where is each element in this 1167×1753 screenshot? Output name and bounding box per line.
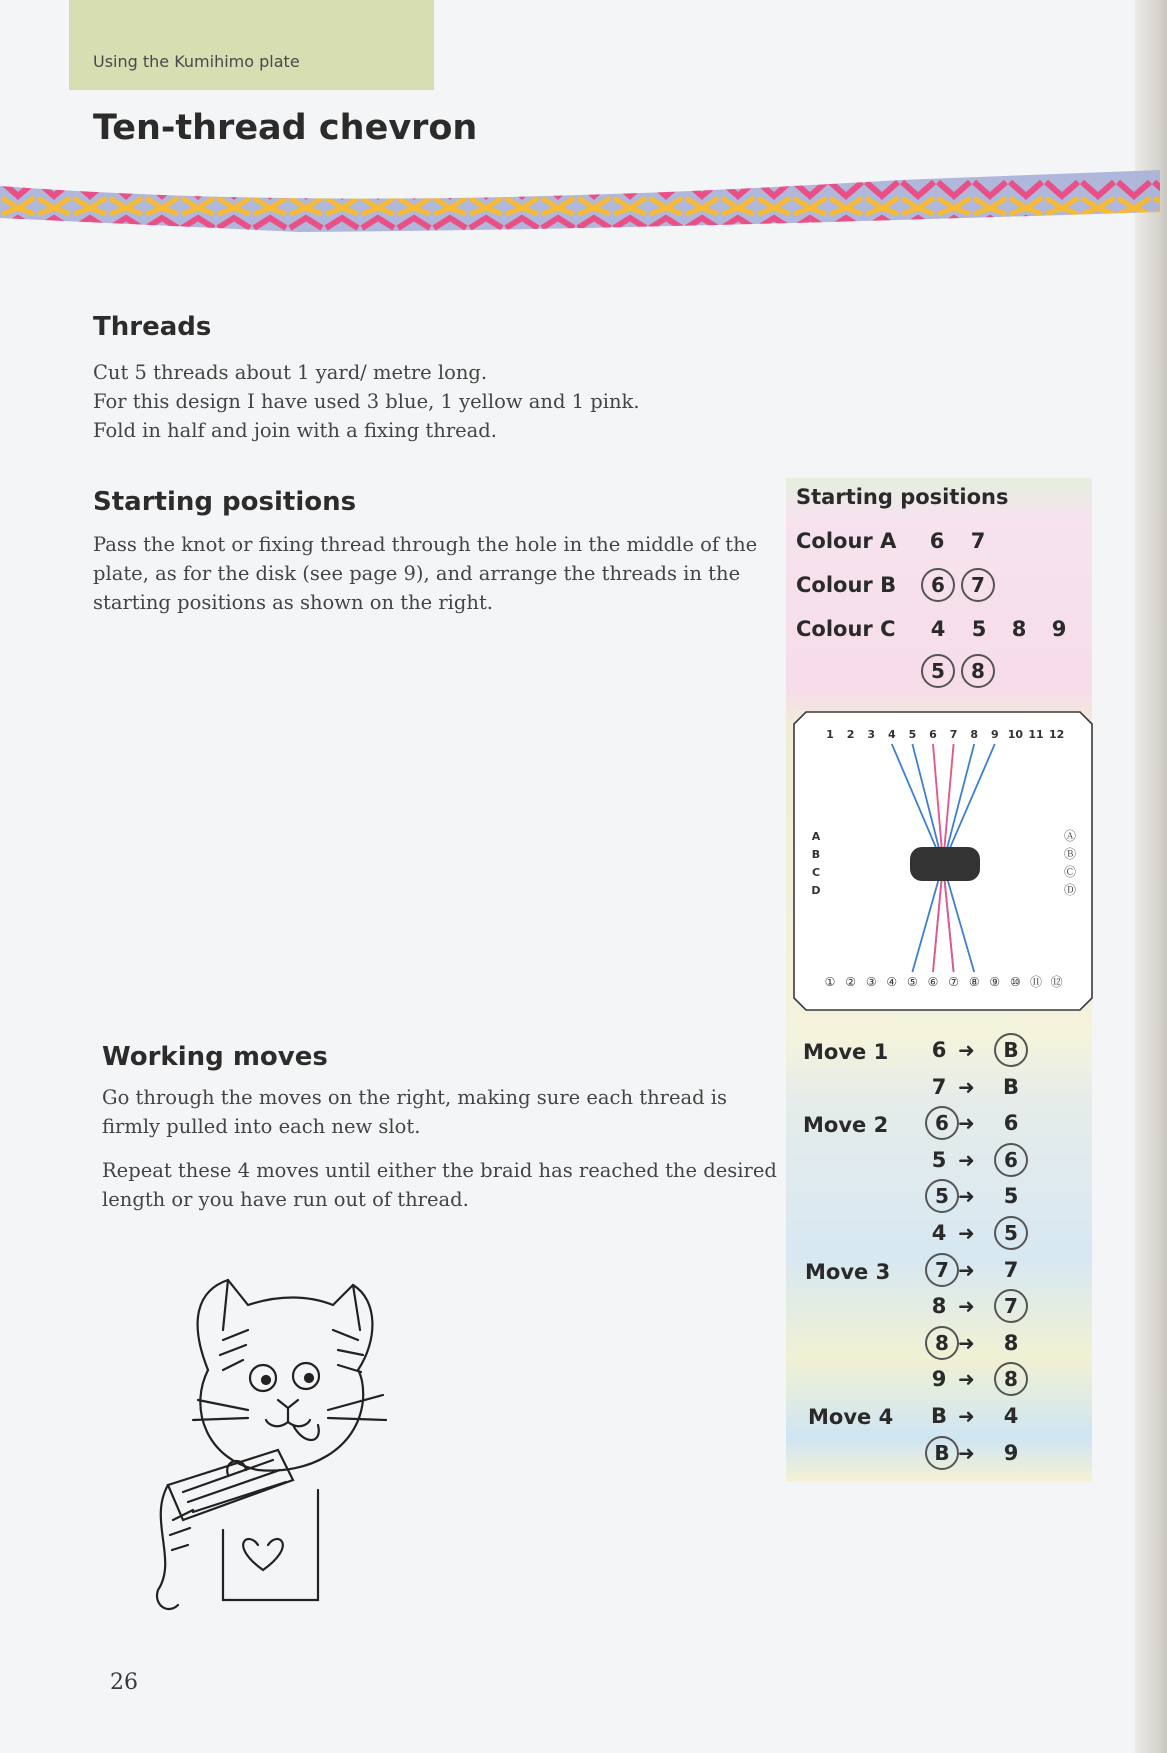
right-slot-label: Ⓑ bbox=[1063, 847, 1077, 861]
working-text-1 bbox=[102, 1083, 782, 1141]
move-to: 5 bbox=[994, 1216, 1028, 1250]
move-to: 9 bbox=[1003, 1440, 1019, 1465]
left-slot-label: D bbox=[811, 884, 821, 897]
bottom-slot-label: ② bbox=[845, 975, 856, 989]
colour-c-value-1: 4 bbox=[930, 617, 946, 641]
bottom-slot-label: ⑧ bbox=[968, 975, 980, 989]
section-tab bbox=[69, 0, 434, 90]
arrow-icon: ➜ bbox=[958, 1330, 975, 1355]
arrow-icon: ➜ bbox=[958, 1404, 975, 1428]
left-slot-label: B bbox=[811, 848, 821, 861]
move-from: 4 bbox=[931, 1221, 947, 1245]
starting-line-2: plate, as for the disk (see page 9), and arrange the threads in the bbox=[93, 562, 741, 585]
starting-heading: Starting positions bbox=[93, 487, 357, 517]
bottom-slot-label: ⑩ bbox=[1010, 975, 1021, 989]
top-slot-label: 5 bbox=[908, 728, 917, 741]
working-p2-line-2: length or you have run out of thread. bbox=[102, 1188, 469, 1211]
bottom-slot-label: ④ bbox=[886, 975, 898, 989]
arrow-icon: ➜ bbox=[958, 1147, 975, 1172]
move-from: 5 bbox=[931, 1147, 947, 1172]
arrow-icon: ➜ bbox=[958, 1184, 975, 1209]
arrow-icon: ➜ bbox=[958, 1111, 975, 1136]
move-from: 7 bbox=[925, 1253, 959, 1287]
colour-c-value-2: 5 bbox=[971, 617, 987, 641]
move-3-label: Move 3 bbox=[805, 1260, 891, 1284]
move-to: B bbox=[1002, 1074, 1019, 1099]
cat-illustration bbox=[128, 1260, 428, 1630]
colour-c-circled-1: 5 bbox=[921, 654, 955, 688]
starting-line-3: starting positions as shown on the right. bbox=[93, 591, 493, 614]
arrow-icon: ➜ bbox=[958, 1074, 975, 1099]
page-edge bbox=[1135, 0, 1167, 1753]
move-to: 5 bbox=[1003, 1184, 1019, 1209]
starting-line-1: Pass the knot or fixing thread through the hole in the middle of the bbox=[93, 533, 758, 556]
colour-a-value-1: 6 bbox=[929, 529, 945, 553]
arrow-icon: ➜ bbox=[958, 1367, 975, 1392]
arrow-icon: ➜ bbox=[958, 1294, 975, 1319]
top-slot-label: 12 bbox=[1048, 728, 1065, 741]
right-slot-label: Ⓒ bbox=[1063, 865, 1077, 879]
top-slot-label: 9 bbox=[990, 728, 999, 741]
bottom-slot-label: ⑫ bbox=[1050, 975, 1063, 989]
colour-b-value-2: 7 bbox=[961, 568, 995, 602]
move-from: B bbox=[930, 1404, 947, 1428]
colour-b-value-1: 6 bbox=[921, 568, 955, 602]
move-from: 7 bbox=[931, 1074, 947, 1099]
bottom-slot-label: ③ bbox=[865, 975, 877, 989]
working-p2-line-1: Repeat these 4 moves until either the braid has reached the desired bbox=[102, 1159, 777, 1182]
colour-c-circled-2: 8 bbox=[961, 654, 995, 688]
centre-hole bbox=[910, 847, 980, 881]
threads-line-3: Fold in half and join with a fixing thread. bbox=[93, 419, 497, 442]
threads-line-1: Cut 5 threads about 1 yard/ metre long. bbox=[93, 361, 488, 384]
colour-c-value-4: 9 bbox=[1051, 617, 1067, 641]
threads-line-2: For this design I have used 3 blue, 1 yellow and 1 pink. bbox=[93, 390, 640, 413]
bottom-slot-label: ⑥ bbox=[927, 975, 939, 989]
bottom-slot-label: ⑪ bbox=[1029, 975, 1043, 989]
starting-text bbox=[93, 530, 773, 617]
left-slot-label: A bbox=[811, 830, 821, 843]
working-p1-line-1: Go through the moves on the right, making sure each thread is bbox=[102, 1086, 728, 1109]
top-slot-label: 3 bbox=[867, 728, 876, 741]
page-title: Ten-thread chevron bbox=[93, 108, 478, 148]
arrow-icon: ➜ bbox=[958, 1038, 975, 1062]
arrow-icon: ➜ bbox=[958, 1257, 975, 1282]
braid-image bbox=[0, 168, 1160, 240]
move-from: 9 bbox=[931, 1367, 947, 1392]
move-to: 8 bbox=[1003, 1330, 1019, 1355]
top-slot-label: 7 bbox=[949, 728, 958, 741]
move-to: 7 bbox=[1003, 1257, 1019, 1282]
move-to: 7 bbox=[994, 1289, 1028, 1323]
right-slot-label: Ⓓ bbox=[1063, 883, 1077, 897]
move-from: 8 bbox=[931, 1294, 947, 1319]
top-slot-label: 4 bbox=[887, 728, 896, 741]
arrow-icon: ➜ bbox=[958, 1440, 975, 1465]
panel-heading: Starting positions bbox=[796, 485, 1009, 509]
threads-heading: Threads bbox=[93, 312, 212, 342]
colour-a-label: Colour A bbox=[796, 529, 897, 553]
move-from: 5 bbox=[925, 1179, 959, 1213]
section-label: Using the Kumihimo plate bbox=[93, 52, 300, 71]
top-slot-label: 10 bbox=[1007, 728, 1024, 741]
move-to: 8 bbox=[994, 1362, 1028, 1396]
bottom-slot-label: ⑨ bbox=[989, 975, 1001, 989]
move-1-label: Move 1 bbox=[803, 1040, 889, 1064]
colour-c-label: Colour C bbox=[796, 617, 896, 641]
bottom-slot-label: ⑦ bbox=[948, 975, 959, 989]
move-2-label: Move 2 bbox=[803, 1113, 889, 1137]
move-to: 4 bbox=[1003, 1404, 1019, 1428]
move-to: 6 bbox=[994, 1143, 1028, 1177]
top-slot-label: 8 bbox=[970, 728, 979, 741]
top-slot-label: 6 bbox=[929, 728, 937, 741]
kumihimo-plate-diagram bbox=[792, 710, 1094, 1012]
working-text-2 bbox=[102, 1156, 782, 1214]
right-slot-label: Ⓐ bbox=[1063, 829, 1077, 843]
working-p1-line-2: firmly pulled into each new slot. bbox=[102, 1115, 421, 1138]
bottom-slot-label: ① bbox=[824, 975, 836, 989]
page-number: 26 bbox=[110, 1670, 138, 1695]
top-slot-label: 11 bbox=[1028, 728, 1044, 741]
move-to: B bbox=[994, 1033, 1028, 1067]
move-from: 6 bbox=[925, 1106, 959, 1140]
move-from: 8 bbox=[925, 1326, 959, 1360]
arrow-icon: ➜ bbox=[958, 1221, 975, 1245]
move-from: B bbox=[925, 1436, 959, 1470]
threads-text bbox=[93, 358, 733, 445]
colour-b-label: Colour B bbox=[796, 573, 897, 597]
working-heading: Working moves bbox=[102, 1042, 328, 1072]
move-to: 6 bbox=[1003, 1111, 1019, 1136]
move-4-label: Move 4 bbox=[808, 1405, 894, 1429]
colour-a-value-2: 7 bbox=[970, 529, 986, 553]
left-slot-label: C bbox=[811, 866, 821, 879]
colour-c-value-3: 8 bbox=[1011, 617, 1027, 641]
top-slot-label: 1 bbox=[826, 728, 834, 741]
top-slot-label: 2 bbox=[846, 728, 855, 741]
bottom-slot-label: ⑤ bbox=[907, 975, 918, 989]
move-from: 6 bbox=[931, 1038, 947, 1062]
